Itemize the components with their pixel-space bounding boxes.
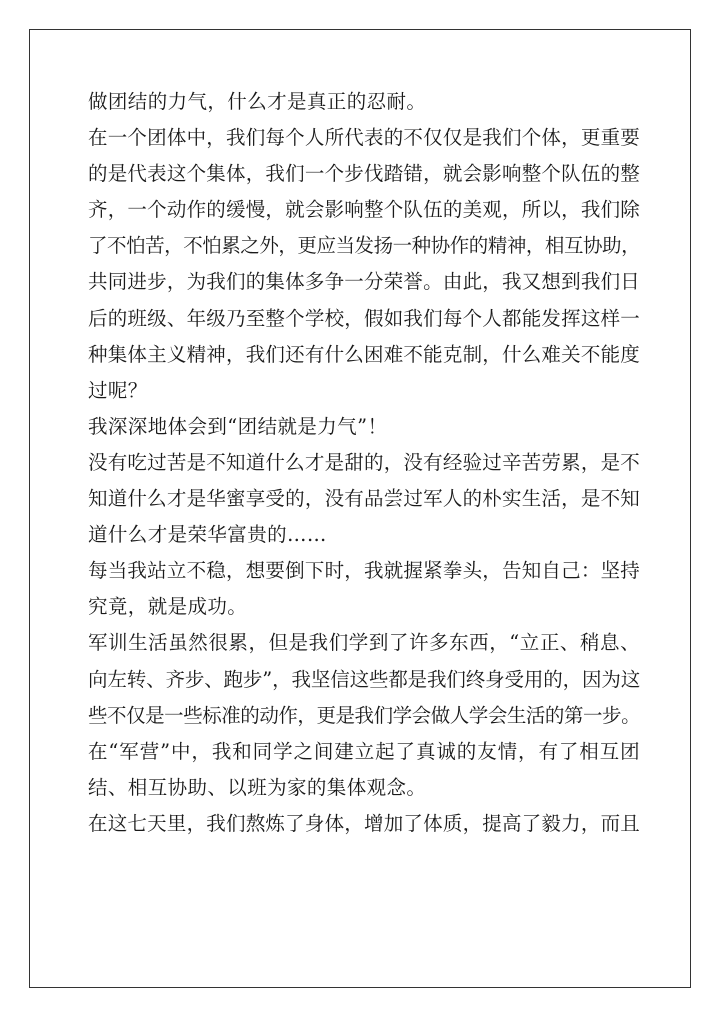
text-line: 向左转、齐步、跑步”，我坚信这些都是我们终身受用的，因为这 (88, 667, 640, 691)
text-line: 些不仅是一些标准的动作，更是我们学会做人学会生活的第一步。 (88, 703, 640, 727)
text-line: 在一个团体中，我们每个人所代表的不仅仅是我们个体，更重要 (88, 126, 640, 150)
text-line: 了不怕苦，不怕累之外，更应当发扬一种协作的精神，相互协助， (88, 234, 640, 258)
text-line: 做团结的力气，什么才是真正的忍耐。 (88, 90, 427, 113)
text-line: 道什么才是荣华富贵的…… (88, 523, 327, 547)
text-line: 军训生活虽然很累，但是我们学到了许多东西，“立正、稍息、 (88, 631, 640, 655)
text-line: 每当我站立不稳，想要倒下时，我就握紧拳头，告知自己：坚持 (88, 559, 640, 583)
text-line: 结、相互协助、以班为家的集体观念。 (88, 775, 427, 799)
text-line: 共同进步，为我们的集体多争一分荣誉。由此，我又想到我们日 (88, 270, 640, 294)
text-line: 过呢？ (88, 378, 148, 402)
text-line: 的是代表这个集体，我们一个步伐踏错，就会影响整个队伍的整 (88, 162, 640, 186)
text-line: 知道什么才是华蜜享受的，没有品尝过军人的朴实生活，是不知 (88, 487, 640, 511)
text-line: 在“军营”中，我和同学之间建立起了真诚的友情，有了相互团 (88, 739, 640, 763)
text-line: 没有吃过苦是不知道什么才是甜的，没有经验过辛苦劳累，是不 (88, 450, 640, 474)
text-line: 齐，一个动作的缓慢，就会影响整个队伍的美观，所以，我们除 (88, 198, 640, 222)
text-line: 在这七天里，我们熬炼了身体，增加了体质，提高了毅力，而且 (88, 811, 640, 835)
text-line: 后的班级、年级乃至整个学校，假如我们每个人都能发挥这样一 (88, 306, 640, 330)
text-line: 种集体主义精神，我们还有什么困难不能克制，什么难关不能度 (88, 342, 640, 366)
text-line: 究竟，就是成功。 (88, 595, 248, 619)
document-body (88, 84, 640, 842)
text-line: 我深深地体会到“团结就是力气”！ (88, 414, 388, 438)
